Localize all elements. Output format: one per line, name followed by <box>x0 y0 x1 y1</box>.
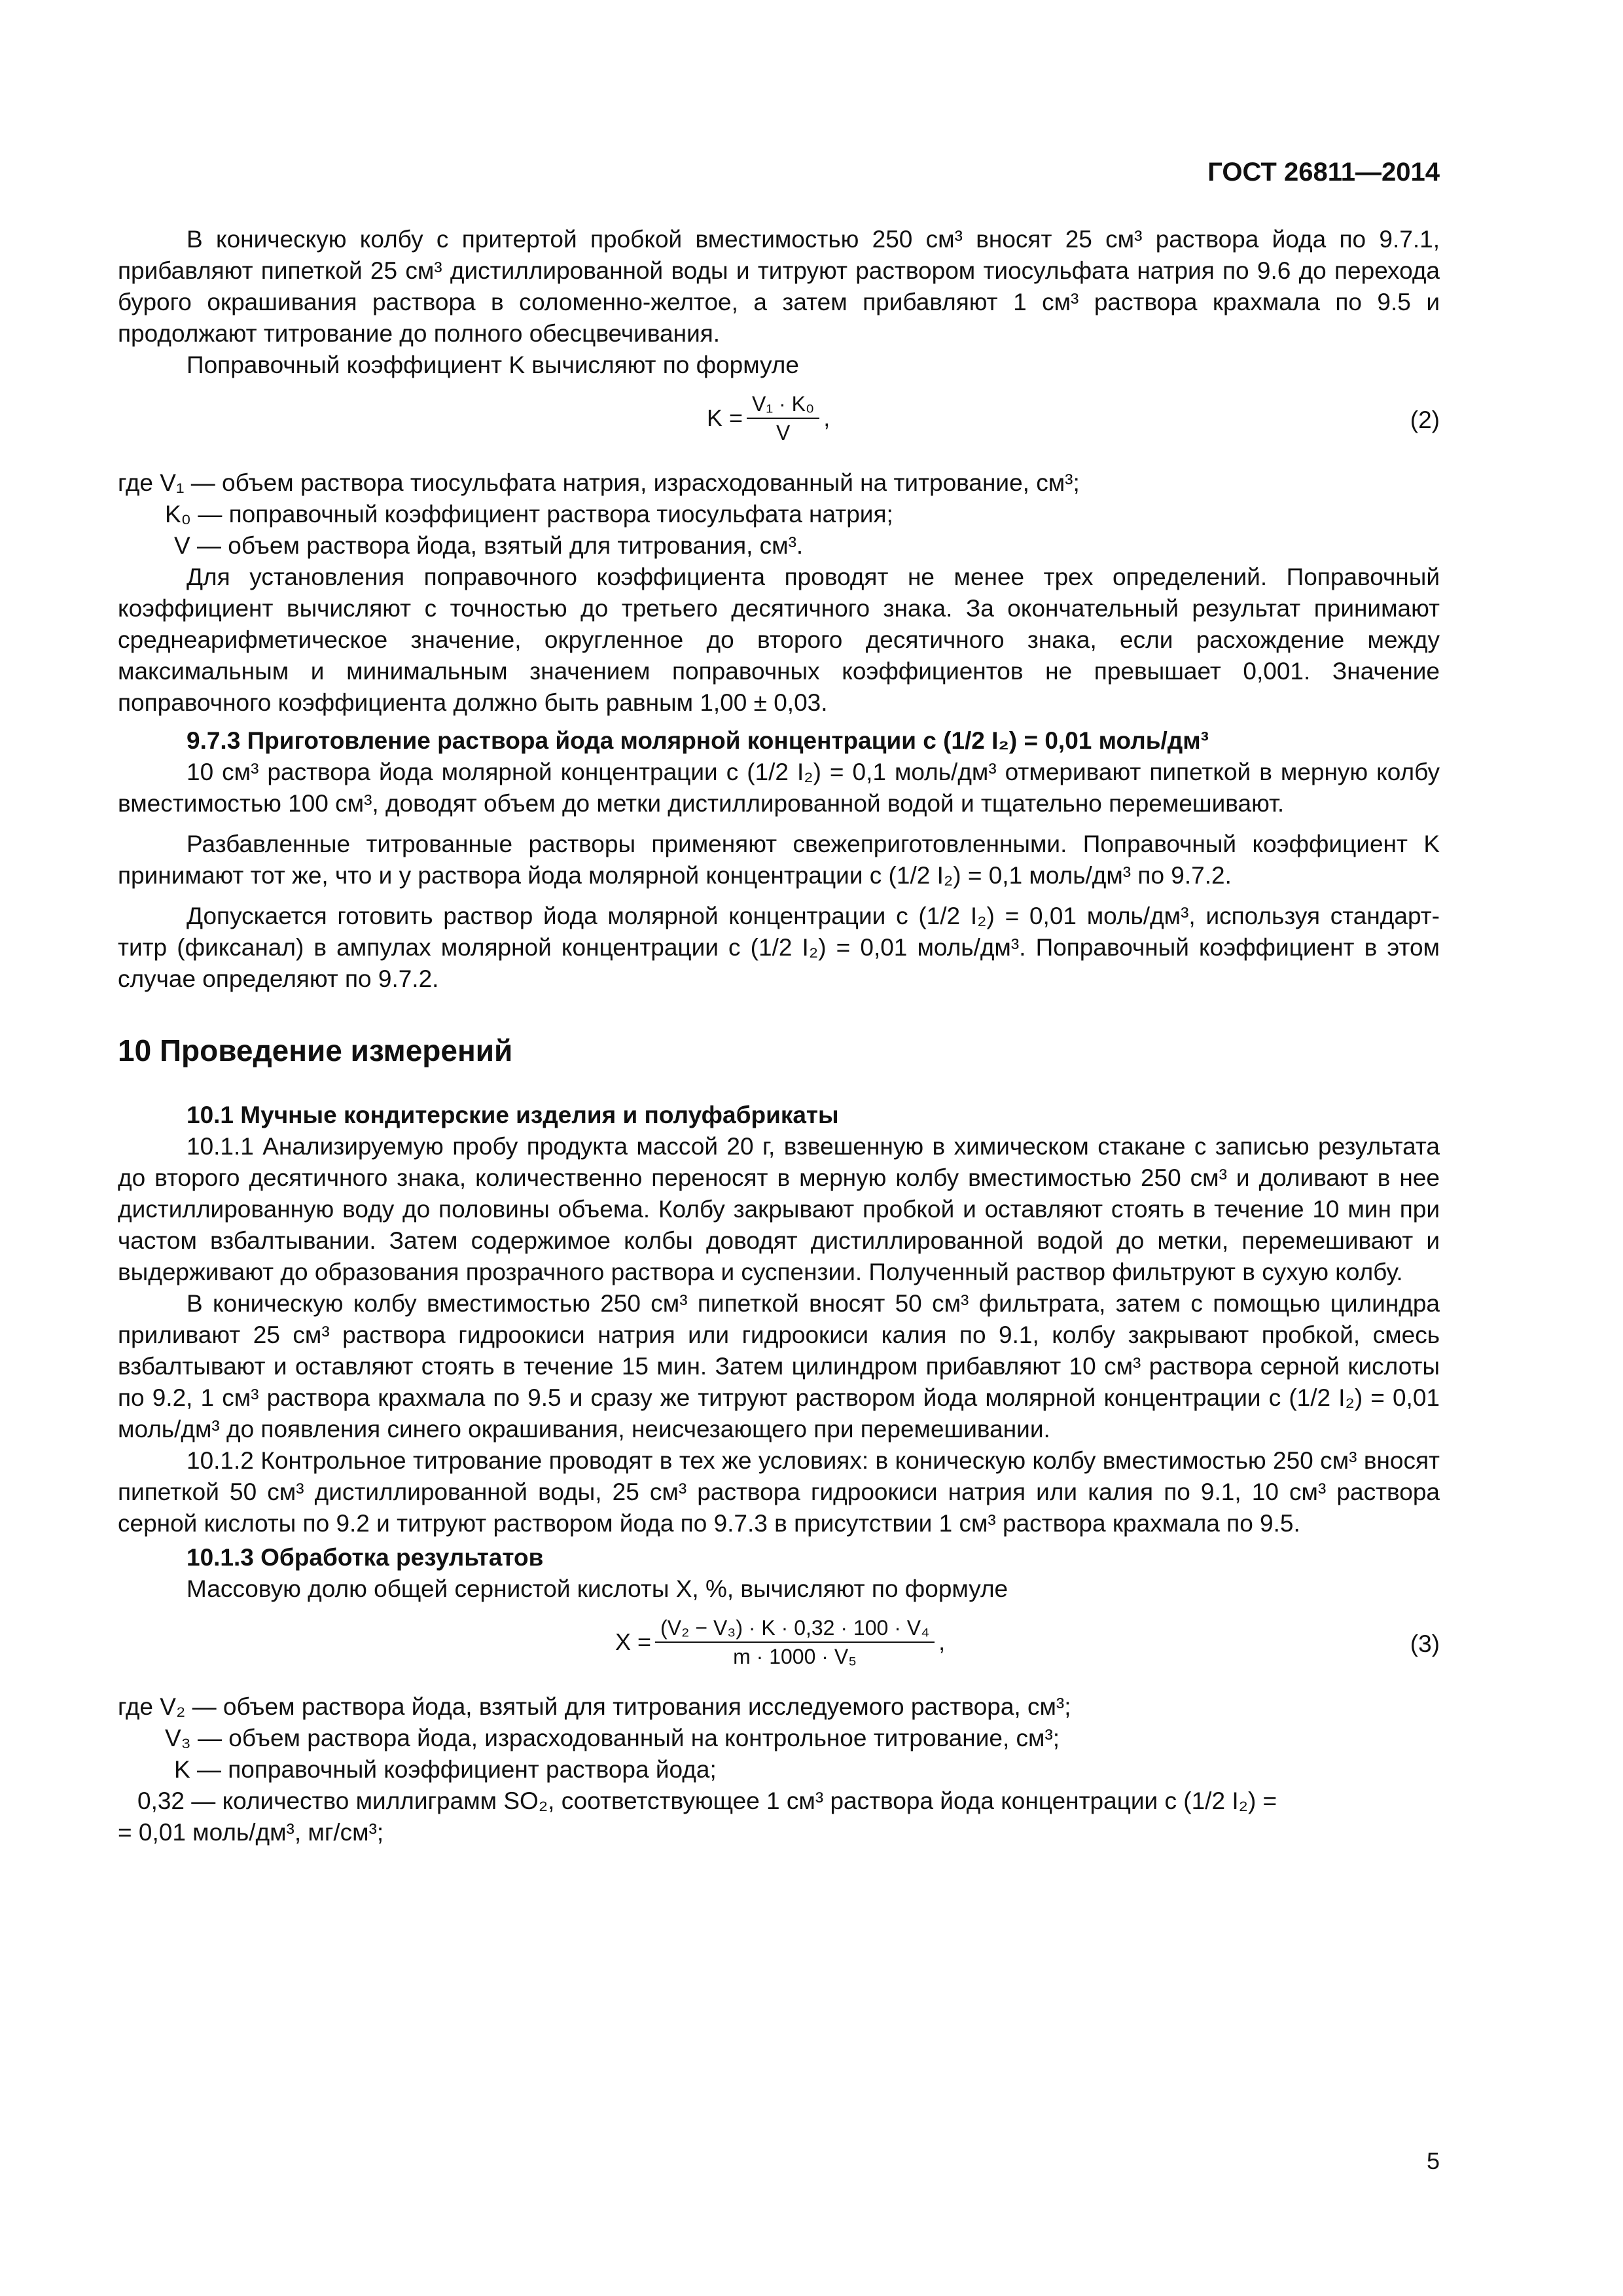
formula-2 <box>118 381 1440 465</box>
paragraph-fresh-solutions: Разбавленные титрованные растворы применяют свежеприготовленными. Поправочный коэффициент K принимают тот же, что и у раствора йода молярной концентрации c (1/2 I₂) = 0,1 моль/дм³ по 9.7.2. <box>118 831 1440 889</box>
formula-2-fraction <box>747 390 819 446</box>
paragraph-dilution: 10 см³ раствора йода молярной концентрации c (1/2 I₂) = 0,1 моль/дм³ отмеривают пипеткой в мерную колбу вместимостью 100 см³, доводят объем до метки дистиллированной водой и тщательно перемешивают. <box>118 759 1440 817</box>
paragraph-formula-intro-2: Поправочный коэффициент K вычисляют по формуле <box>187 351 799 378</box>
formula-2-numerator: V₁ · K₀ <box>747 390 819 419</box>
heading-10-1: 10.1 Мучные кондитерские изделия и полуфабрикаты <box>187 1102 839 1128</box>
formula-3-lhs: X = <box>615 1628 652 1655</box>
formula-3-numerator: (V₂ − V₃) · K · 0,32 · 100 · V₄ <box>655 1614 935 1643</box>
paragraph-formula-intro-3: Массовую долю общей сернистой кислоты X, %, вычисляют по формуле <box>187 1575 1008 1602</box>
legend-item: = 0,01 моль/дм³, мг/см³; <box>118 1819 384 1846</box>
formula-3-legend <box>118 1691 1440 1848</box>
legend-item: V₃ — объем раствора йода, израсходованный на контрольное титрование, см³; <box>165 1725 1060 1751</box>
legend-item: 0,32 — количество миллиграмм SO₂, соответствующее 1 см³ раствора йода концентрации c (1/2 I₂) = <box>137 1787 1277 1814</box>
legend-item: где V₁ — объем раствора тиосульфата натрия, израсходованный на титрование, см³; <box>118 469 1080 496</box>
formula-2-tail: , <box>823 404 830 431</box>
formula-3-tail: , <box>938 1628 946 1655</box>
legend-item: где V₂ — объем раствора йода, взятый для титрования исследуемого раствора, см³; <box>118 1693 1071 1720</box>
paragraph-filtrate-titration: В коническую колбу вместимостью 250 см³ пипеткой вносят 50 см³ фильтрата, затем с помощью цилиндра приливают 25 см³ раствора гидроокиси натрия или гидроокиси калия по 9.1, колбу закрывают пробкой, смесь взбалтывают и оставляют стоять в течение 15 мин. Затем цилиндром прибавляют 10 см³ раствора серной кислоты по 9.2, 1 см³ раствора крахмала по 9.5 и сразу же титруют раствором йода молярной концентрации c (1/2 I₂) = 0,01 моль/дм³ до появления синего окрашивания, неисчезающего при перемешивании. <box>118 1290 1440 1443</box>
paragraph-10-1-2: 10.1.2 Контрольное титрование проводят в тех же условиях: в коническую колбу вместимостью 250 см³ вносят пипеткой 50 см³ дистиллированной воды, 25 см³ раствора гидроокиси натрия или калия по 9.1, 10 см³ раствора серной кислоты по 9.2 и титруют раствором йода по 9.7.3 в присутствии 1 см³ раствора крахмала по 9.5. <box>118 1447 1440 1537</box>
legend-item: K — поправочный коэффициент раствора йода; <box>174 1756 717 1783</box>
formula-2-denominator: V <box>776 421 791 444</box>
formula-2-legend <box>118 467 1440 562</box>
paragraph-fixanal: Допускается готовить раствор йода молярной концентрации c (1/2 I₂) = 0,01 моль/дм³, используя стандарт-титр (фиксанал) в ампулах молярной концентрации c (1/2 I₂) = 0,01 моль/дм³. Поправочный коэффициент в этом случае определяют по 9.7.2. <box>118 903 1440 992</box>
formula-3-number: (3) <box>1410 1630 1440 1657</box>
paragraph-10-1-1: 10.1.1 Анализируемую пробу продукта массой 20 г, взвешенную в химическом стакане с записью результата до второго десятичного знака, количественно переносят в мерную колбу вместимостью 250 см³ и доливают в нее дистиллированную воду до половины объема. Колбу закрывают пробкой и оставляют стоять в течение 10 мин при частом взбалтывании. Затем содержимое колбы доводят дистиллированной водой до метки, перемешивают и выдерживают до образования прозрачного раствора и суспензии. Полученный раствор фильтруют в сухую колбу. <box>118 1133 1440 1285</box>
paragraph-determinations: Для установления поправочного коэффициента проводят не менее трех определений. Поправочный коэффициент вычисляют с точностью до третьего десятичного знака. За окончательный результат принимают среднеарифметическое значение, округленное до второго десятичного знака, если расхождение между максимальным и минимальным значением поправочных коэффициентов не превышает 0,001. Значение поправочного коэффициента должно быть равным 1,00 ± 0,03. <box>118 564 1440 716</box>
heading-9-7-3: 9.7.3 Приготовление раствора йода молярной концентрации c (1/2 I₂) = 0,01 моль/дм³ <box>187 727 1209 754</box>
page-number: 5 <box>1426 2147 1440 2174</box>
legend-item: V — объем раствора йода, взятый для титрования, см³. <box>174 532 804 559</box>
formula-3-fraction <box>655 1614 935 1670</box>
formula-2-lhs: K = <box>707 404 743 431</box>
heading-10-1-3: 10.1.3 Обработка результатов <box>187 1544 544 1571</box>
heading-section-10: 10 Проведение измерений <box>118 1033 513 1067</box>
document-body <box>118 224 1440 1848</box>
paragraph-titration-setup: В коническую колбу с притертой пробкой вместимостью 250 см³ вносят 25 см³ раствора йода по 9.7.1, прибавляют пипеткой 25 см³ дистиллированной воды и титруют раствором тиосульфата натрия по 9.6 до перехода бурого окрашивания раствора в соломенно-желтое, а затем прибавляют 1 см³ раствора крахмала по 9.5 и продолжают титрование до полного обесцвечивания. <box>118 226 1440 347</box>
formula-2-number: (2) <box>1410 406 1440 433</box>
formula-3-denominator: m · 1000 · V₅ <box>733 1645 857 1668</box>
legend-item: K₀ — поправочный коэффициент раствора тиосульфата натрия; <box>165 501 893 528</box>
formula-3 <box>118 1605 1440 1689</box>
standard-id: ГОСТ 26811—2014 <box>1207 158 1440 187</box>
